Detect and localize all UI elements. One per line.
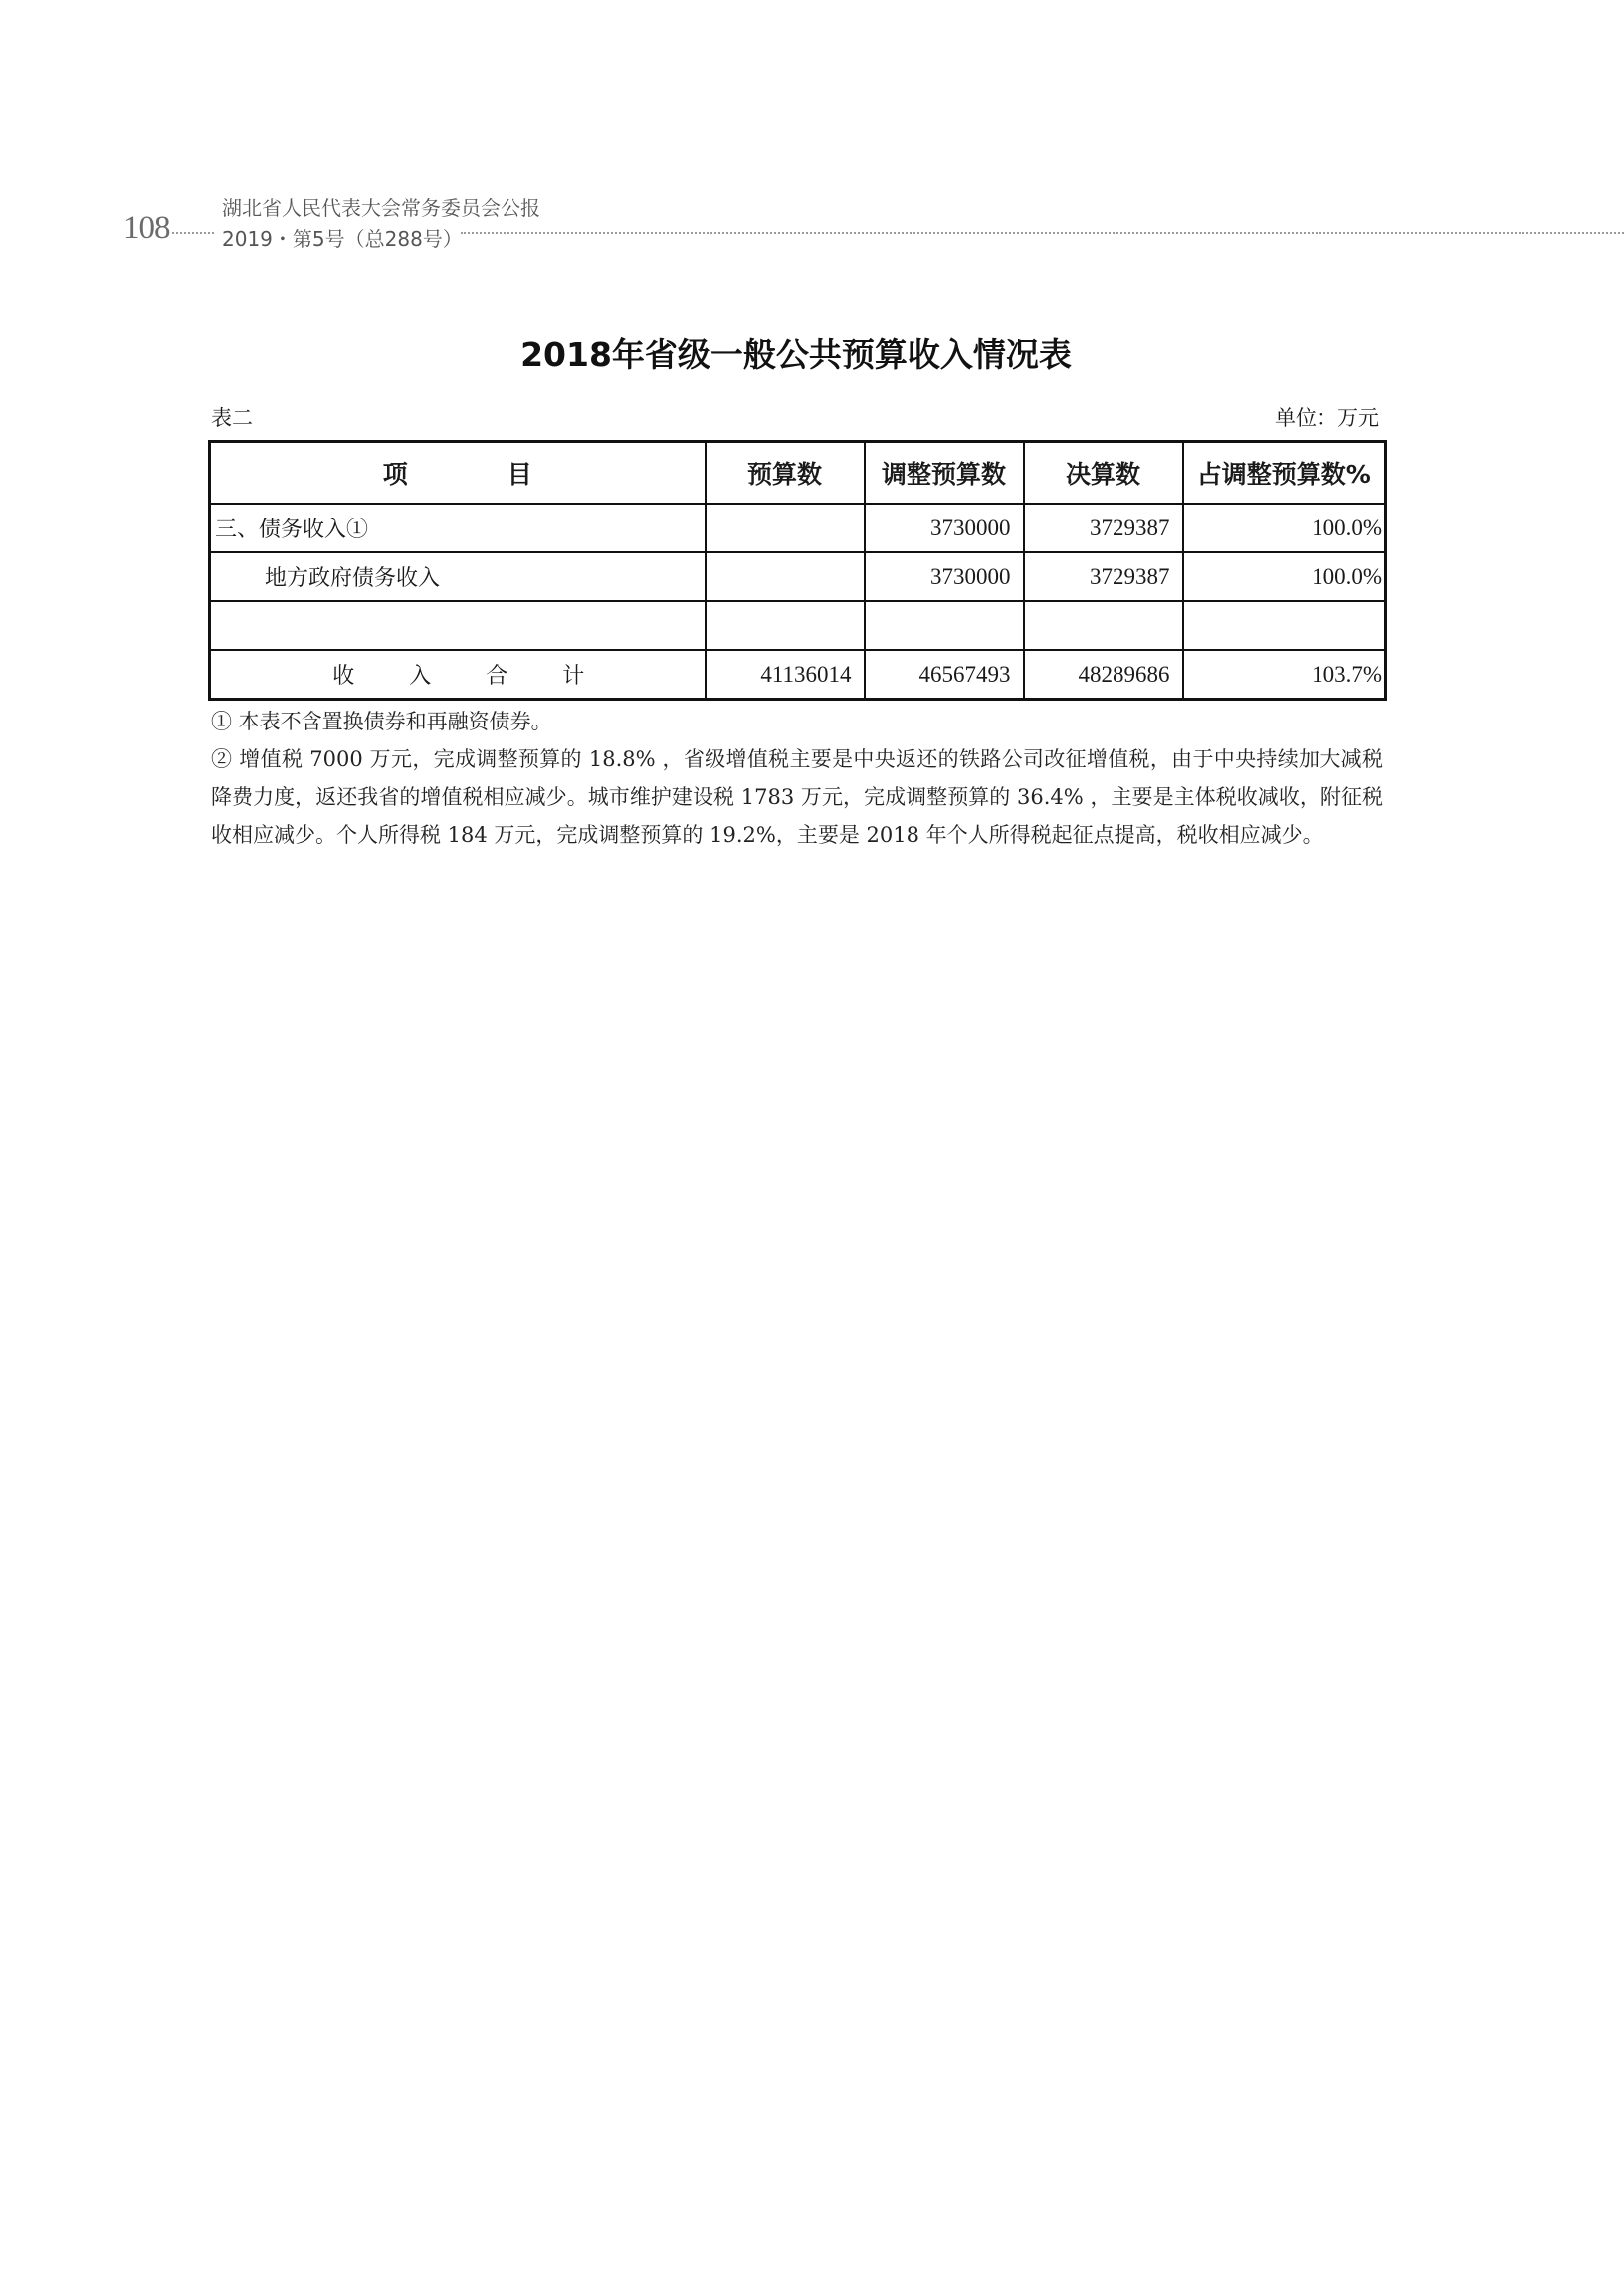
row-final	[1024, 601, 1183, 650]
page-number: 108	[123, 210, 170, 246]
row-percent	[1183, 601, 1386, 650]
table-notes	[211, 703, 1383, 854]
row-item: 三、债务收入①	[210, 504, 706, 552]
row-percent: 100.0%	[1183, 504, 1386, 552]
header-dotted-rule-left	[172, 232, 214, 234]
column-header-percent-of-adjusted: 占调整预算数%	[1183, 442, 1386, 505]
unit-label: 单位：万元	[1275, 406, 1379, 430]
row-budget	[706, 504, 865, 552]
row-final: 3729387	[1024, 552, 1183, 601]
row-adjusted: 46567493	[865, 650, 1024, 700]
row-final: 48289686	[1024, 650, 1183, 700]
issue-number: 2019・第5号（总288号）	[222, 227, 463, 251]
row-item: 收 入 合 计	[332, 664, 585, 689]
note-1: ① 本表不含置换债券和再融资债券。	[211, 710, 552, 733]
table-row-empty	[210, 601, 1386, 650]
document-title: 2018年省级一般公共预算收入情况表	[520, 335, 1072, 374]
table-row-total	[210, 650, 1386, 700]
header-dotted-rule-right	[461, 232, 1624, 234]
row-budget	[706, 552, 865, 601]
column-header-item: 项 目	[210, 442, 706, 505]
row-adjusted: 3730000	[865, 504, 1024, 552]
row-item: 地方政府债务收入	[210, 552, 706, 601]
table-row	[210, 504, 1386, 552]
row-percent: 100.0%	[1183, 552, 1386, 601]
table-row	[210, 552, 1386, 601]
row-budget	[706, 601, 865, 650]
journal-name: 湖北省人民代表大会常务委员会公报	[222, 196, 540, 220]
table-number: 表二	[211, 406, 253, 430]
column-header-adjusted-budget: 调整预算数	[865, 442, 1024, 505]
budget-revenue-table	[208, 440, 1387, 701]
total-row-label-cell	[210, 650, 706, 700]
column-header-final-accounts: 决算数	[1024, 442, 1183, 505]
row-item	[210, 601, 706, 650]
row-adjusted	[865, 601, 1024, 650]
column-header-budget: 预算数	[706, 442, 865, 505]
note-2: ② 增值税 7000 万元，完成调整预算的 18.8% ，省级增值税主要是中央返还的铁路公司改征增值税，由于中央持续加大减税降费力度，返还我省的增值税相应减少。城市维护建设税 1783 万元，完成调整预算的 36.4% ，主要是主体税收减收，附征税收相应减少。个人所得税 184 万元，完成调整预算的 19.2%，主要是 2018 年个人所得税起征点提高，税收相应减少。	[211, 747, 1383, 847]
table-header-row	[210, 442, 1386, 505]
row-percent: 103.7%	[1183, 650, 1386, 700]
row-final: 3729387	[1024, 504, 1183, 552]
row-adjusted: 3730000	[865, 552, 1024, 601]
row-budget: 41136014	[706, 650, 865, 700]
page-header	[0, 0, 1624, 259]
